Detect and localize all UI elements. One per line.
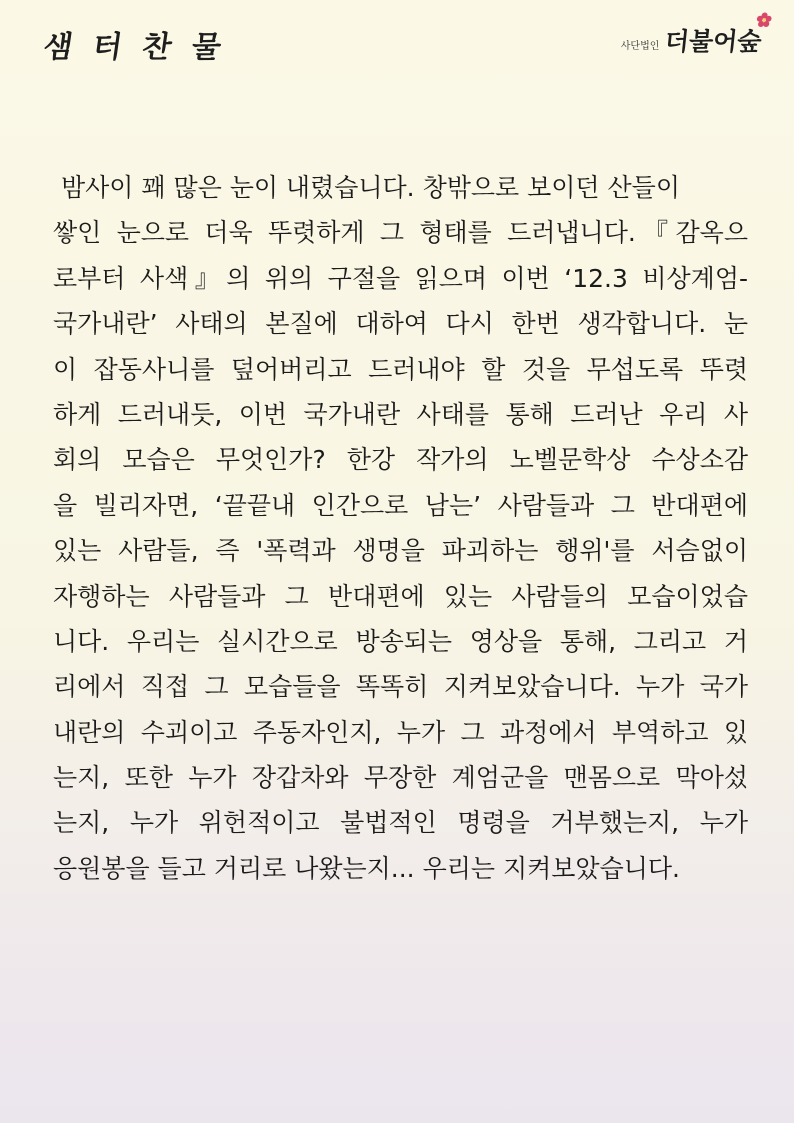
paragraph-line: 는지, 누가 위헌적이고 불법적인 명령을 거부했는지, 누가	[53, 808, 748, 838]
deobureosup-logo	[621, 22, 762, 58]
paragraph-line: 쌓인 눈으로 더욱 뚜렷하게 그 형태를 드러냅니다.『감옥으	[53, 218, 748, 248]
paragraph-line: 을 빌리자면, ‘끝끝내 인간으로 남는’ 사람들과 그 반대편에	[53, 490, 748, 520]
body-paragraph	[53, 165, 748, 891]
logo-org-name	[663, 22, 763, 58]
paragraph-line: 밤사이 꽤 많은 눈이 내렸습니다. 창밖으로 보이던 산들이	[53, 173, 680, 202]
paragraph-line: 니다. 우리는 실시간으로 방송되는 영상을 통해, 그리고 거	[53, 626, 748, 656]
paragraph-line: 국가내란’ 사태의 본질에 대하여 다시 한번 생각합니다. 눈	[53, 309, 748, 339]
logo-org-name-text: 더불어숲	[663, 27, 764, 56]
logo-org-type: 사단법인	[620, 41, 660, 52]
paragraph-line: 로부터 사색』의 위의 구절을 읽으며 이번 ‘12.3 비상계엄-	[53, 263, 748, 293]
paragraph-line: 이 잡동사니를 덮어버리고 드러내야 할 것을 무섭도록 뚜렷	[53, 354, 748, 384]
paragraph-line: 있는 사람들, 즉 '폭력과 생명을 파괴하는 행위'를 서슴없이	[53, 536, 748, 566]
paragraph-line: 자행하는 사람들과 그 반대편에 있는 사람들의 모습이었습	[53, 581, 748, 611]
paragraph-line: 내란의 수괴이고 주동자인지, 누가 그 과정에서 부역하고 있	[53, 717, 748, 747]
paragraph-line: 하게 드러내듯, 이번 국가내란 사태를 통해 드러난 우리 사	[53, 399, 748, 429]
paragraph-line: 응원봉을 들고 거리로 나왔는지... 우리는 지켜보았습니다.	[53, 853, 680, 883]
paragraph-line: 는지, 또한 누가 장갑차와 무장한 계엄군을 맨몸으로 막아섰	[53, 763, 748, 793]
plum-blossom-icon	[755, 12, 773, 28]
samteo-chanmul-logo: 샘 터 찬 물	[41, 30, 229, 65]
paragraph-line: 회의 모습은 무엇인가? 한강 작가의 노벨문학상 수상소감	[53, 445, 748, 475]
paragraph-line: 리에서 직접 그 모습들을 똑똑히 지켜보았습니다. 누가 국가	[53, 672, 748, 702]
